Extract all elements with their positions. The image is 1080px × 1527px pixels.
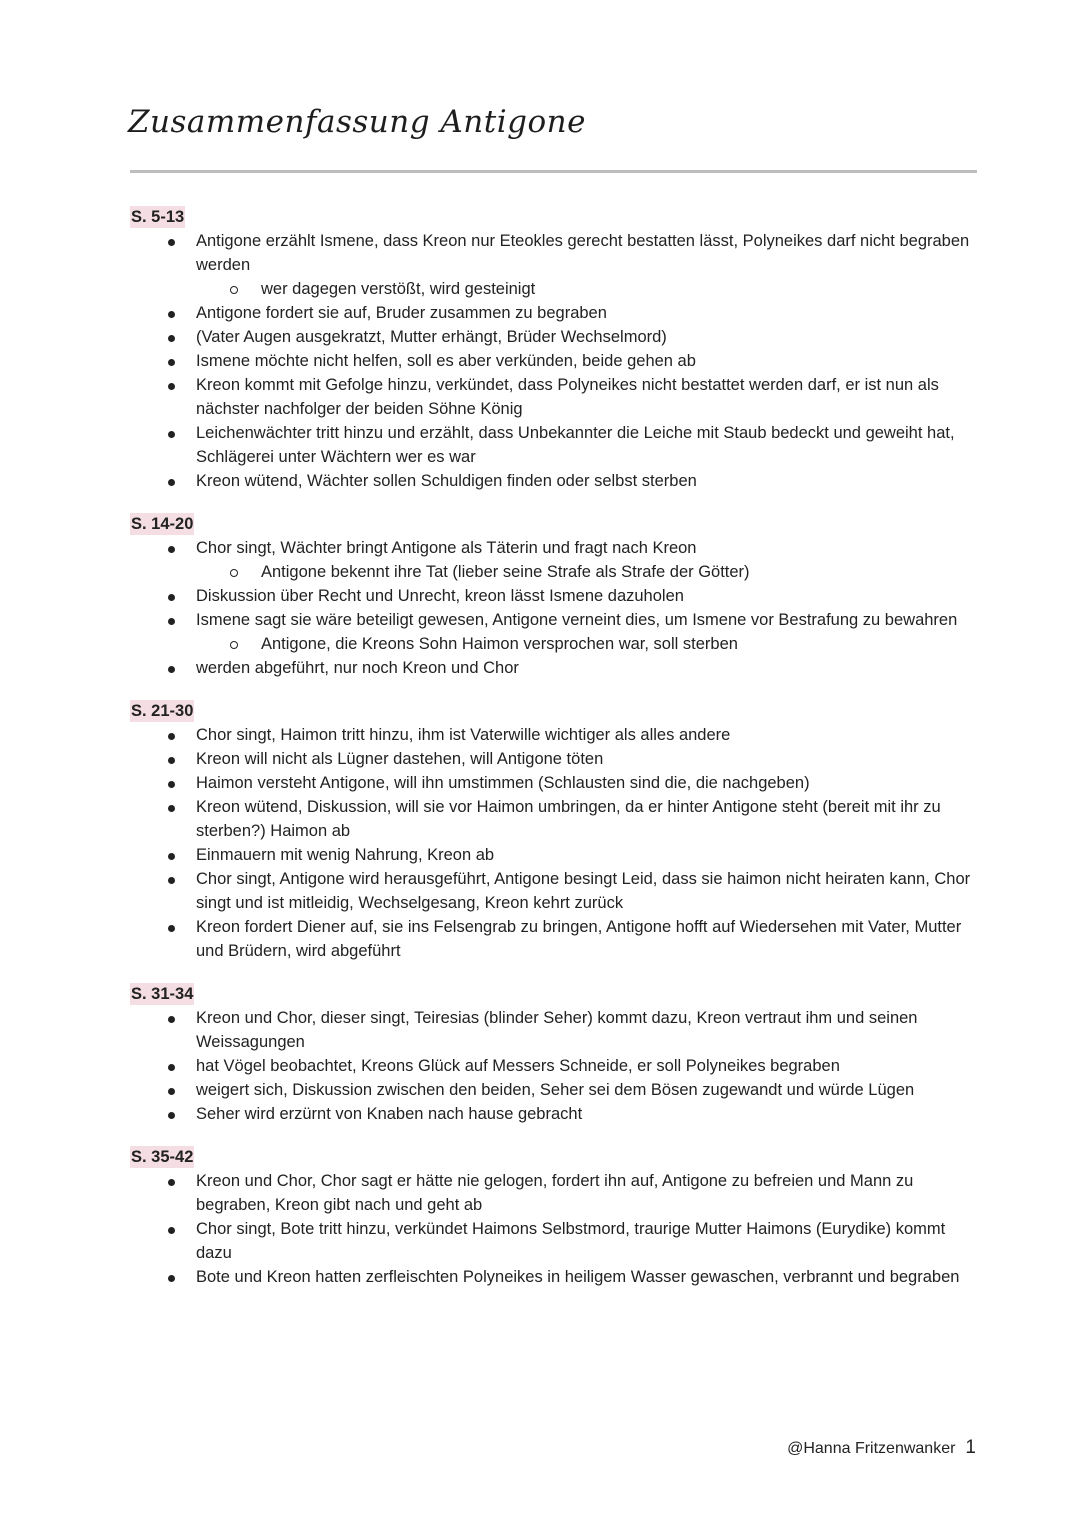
list-item bbox=[130, 915, 980, 963]
bullet-icon bbox=[168, 359, 175, 366]
list-item bbox=[130, 771, 980, 795]
list-item-text: hat Vögel beobachtet, Kreons Glück auf Messers Schneide, er soll Polyneikes begraben bbox=[196, 1057, 840, 1075]
sub-list bbox=[130, 277, 980, 301]
page-title: Zusammenfassung Antigone bbox=[128, 104, 586, 140]
bullet-icon bbox=[168, 618, 175, 625]
list-item-text: Ismene möchte nicht helfen, soll es aber verkünden, beide gehen ab bbox=[196, 352, 696, 370]
bullet-icon bbox=[168, 733, 175, 740]
list-item bbox=[130, 867, 980, 915]
list-item-text: werden abgeführt, nur noch Kreon und Chor bbox=[196, 659, 519, 677]
list-item-text: Antigone, die Kreons Sohn Haimon versprochen war, soll sterben bbox=[261, 635, 738, 653]
section bbox=[130, 513, 980, 680]
bullet-icon bbox=[168, 546, 175, 553]
list-item-text: Leichenwächter tritt hinzu und erzählt, dass Unbekannter die Leiche mit Staub bedeckt und geweiht hat, Schlägerei unter Wächtern wer es war bbox=[196, 424, 955, 466]
list-item bbox=[130, 795, 980, 843]
section bbox=[130, 206, 980, 493]
list-item bbox=[130, 1054, 980, 1078]
bullet-icon bbox=[168, 853, 175, 860]
bullet-icon bbox=[168, 925, 175, 932]
list-item bbox=[130, 584, 980, 608]
bullet-icon bbox=[168, 383, 175, 390]
list-item bbox=[130, 1102, 980, 1126]
section-heading: S. 21-30 bbox=[131, 702, 194, 720]
sub-list-item bbox=[130, 632, 980, 656]
section-heading: S. 31-34 bbox=[131, 985, 194, 1003]
list-item-text: Kreon wütend, Diskussion, will sie vor Haimon umbringen, da er hinter Antigone steht (bereit mit ihr zu sterben?) Haimon ab bbox=[196, 798, 941, 840]
footer-author: @Hanna Fritzenwanker bbox=[787, 1440, 956, 1457]
bullet-list bbox=[130, 1169, 980, 1289]
list-item-text: Kreon fordert Diener auf, sie ins Felsengrab zu bringen, Antigone hofft auf Wiedersehen mit Vater, Mutter und Brüdern, wird abgeführt bbox=[196, 918, 962, 960]
list-item bbox=[130, 536, 980, 560]
list-item bbox=[130, 373, 980, 421]
bullet-icon bbox=[168, 877, 175, 884]
section bbox=[130, 1146, 980, 1289]
list-item bbox=[130, 656, 980, 680]
list-item-text: (Vater Augen ausgekratzt, Mutter erhängt, Brüder Wechselmord) bbox=[196, 328, 667, 346]
list-item-text: Antigone erzählt Ismene, dass Kreon nur Eteokles gerecht bestatten lässt, Polyneikes darf nicht begraben werden bbox=[196, 232, 970, 274]
bullet-list bbox=[130, 536, 980, 680]
sub-list bbox=[130, 632, 980, 656]
bullet-icon bbox=[168, 1179, 175, 1186]
sub-list-item bbox=[130, 277, 980, 301]
bullet-icon bbox=[168, 335, 175, 342]
sub-list-container bbox=[130, 277, 980, 301]
list-item-text: Chor singt, Antigone wird herausgeführt, Antigone besingt Leid, dass sie haimon nicht heiraten kann, Chor singt und ist mitleidig, Wechselgesang, Kreon kehrt zurück bbox=[196, 870, 971, 912]
list-item-text: Einmauern mit wenig Nahrung, Kreon ab bbox=[196, 846, 495, 864]
bullet-icon bbox=[168, 1064, 175, 1071]
list-item-text: Antigone bekennt ihre Tat (lieber seine Strafe als Strafe der Götter) bbox=[261, 563, 750, 581]
list-item bbox=[130, 723, 980, 747]
list-item-text: wer dagegen verstößt, wird gesteinigt bbox=[261, 280, 536, 298]
section-heading: S. 14-20 bbox=[131, 515, 194, 533]
bullet-icon bbox=[168, 1227, 175, 1234]
list-item-text: Kreon wütend, Wächter sollen Schuldigen finden oder selbst sterben bbox=[196, 472, 697, 490]
list-item-text: Kreon und Chor, Chor sagt er hätte nie gelogen, fordert ihn auf, Antigone zu befreien und Mann zu begraben, Kreon gibt nach und geht ab bbox=[196, 1172, 914, 1214]
bullet-icon bbox=[168, 1016, 175, 1023]
bullet-list bbox=[130, 229, 980, 493]
hollow-bullet-icon bbox=[230, 569, 238, 577]
title-divider bbox=[130, 170, 977, 173]
sub-list-item bbox=[130, 560, 980, 584]
list-item-text: Seher wird erzürnt von Knaben nach hause gebracht bbox=[196, 1105, 583, 1123]
list-item bbox=[130, 1078, 980, 1102]
list-item-text: Bote und Kreon hatten zerfleischten Polyneikes in heiligem Wasser gewaschen, verbrannt und begraben bbox=[196, 1268, 960, 1286]
bullet-icon bbox=[168, 757, 175, 764]
bullet-icon bbox=[168, 805, 175, 812]
list-item bbox=[130, 1169, 980, 1217]
bullet-icon bbox=[168, 594, 175, 601]
document-body bbox=[130, 206, 980, 1309]
bullet-list bbox=[130, 1006, 980, 1126]
list-item bbox=[130, 349, 980, 373]
list-item bbox=[130, 747, 980, 771]
list-item bbox=[130, 469, 980, 493]
list-item-text: Kreon kommt mit Gefolge hinzu, verkündet, dass Polyneikes nicht bestattet werden darf, er ist nun als nächster nachfolger der beiden Söhne König bbox=[196, 376, 939, 418]
bullet-icon bbox=[168, 311, 175, 318]
list-item bbox=[130, 1265, 980, 1289]
list-item bbox=[130, 608, 980, 632]
sub-list-container bbox=[130, 632, 980, 656]
bullet-icon bbox=[168, 666, 175, 673]
list-item bbox=[130, 301, 980, 325]
bullet-icon bbox=[168, 1112, 175, 1119]
list-item bbox=[130, 325, 980, 349]
section bbox=[130, 983, 980, 1126]
list-item-text: Diskussion über Recht und Unrecht, kreon lässt Ismene dazuholen bbox=[196, 587, 684, 605]
bullet-icon bbox=[168, 239, 175, 246]
list-item-text: Ismene sagt sie wäre beteiligt gewesen, Antigone verneint dies, um Ismene vor Bestrafung zu bewahren bbox=[196, 611, 958, 629]
bullet-icon bbox=[168, 1275, 175, 1282]
section bbox=[130, 700, 980, 963]
list-item-text: Haimon versteht Antigone, will ihn umstimmen (Schlausten sind die, die nachgeben) bbox=[196, 774, 810, 792]
list-item-text: Kreon will nicht als Lügner dastehen, will Antigone töten bbox=[196, 750, 604, 768]
list-item-text: Chor singt, Wächter bringt Antigone als Täterin und fragt nach Kreon bbox=[196, 539, 697, 557]
list-item bbox=[130, 843, 980, 867]
bullet-list bbox=[130, 723, 980, 963]
list-item bbox=[130, 1006, 980, 1054]
list-item-text: Chor singt, Haimon tritt hinzu, ihm ist Vaterwille wichtiger als alles andere bbox=[196, 726, 731, 744]
bullet-icon bbox=[168, 1088, 175, 1095]
page-footer bbox=[787, 1437, 976, 1459]
section-heading: S. 5-13 bbox=[131, 208, 185, 226]
list-item bbox=[130, 421, 980, 469]
section-heading: S. 35-42 bbox=[131, 1148, 194, 1166]
list-item bbox=[130, 229, 980, 277]
sub-list-container bbox=[130, 560, 980, 584]
bullet-icon bbox=[168, 479, 175, 486]
list-item-text: weigert sich, Diskussion zwischen den beiden, Seher sei dem Bösen zugewandt und würde Lügen bbox=[196, 1081, 915, 1099]
hollow-bullet-icon bbox=[230, 286, 238, 294]
bullet-icon bbox=[168, 431, 175, 438]
list-item-text: Chor singt, Bote tritt hinzu, verkündet Haimons Selbstmord, traurige Mutter Haimons (Eurydike) kommt dazu bbox=[196, 1220, 946, 1262]
list-item-text: Kreon und Chor, dieser singt, Teiresias (blinder Seher) kommt dazu, Kreon vertraut ihm und seinen Weissagungen bbox=[196, 1009, 918, 1051]
list-item-text: Antigone fordert sie auf, Bruder zusammen zu begraben bbox=[196, 304, 607, 322]
bullet-icon bbox=[168, 781, 175, 788]
hollow-bullet-icon bbox=[230, 641, 238, 649]
list-item bbox=[130, 1217, 980, 1265]
sub-list bbox=[130, 560, 980, 584]
page-number: 1 bbox=[965, 1437, 976, 1458]
